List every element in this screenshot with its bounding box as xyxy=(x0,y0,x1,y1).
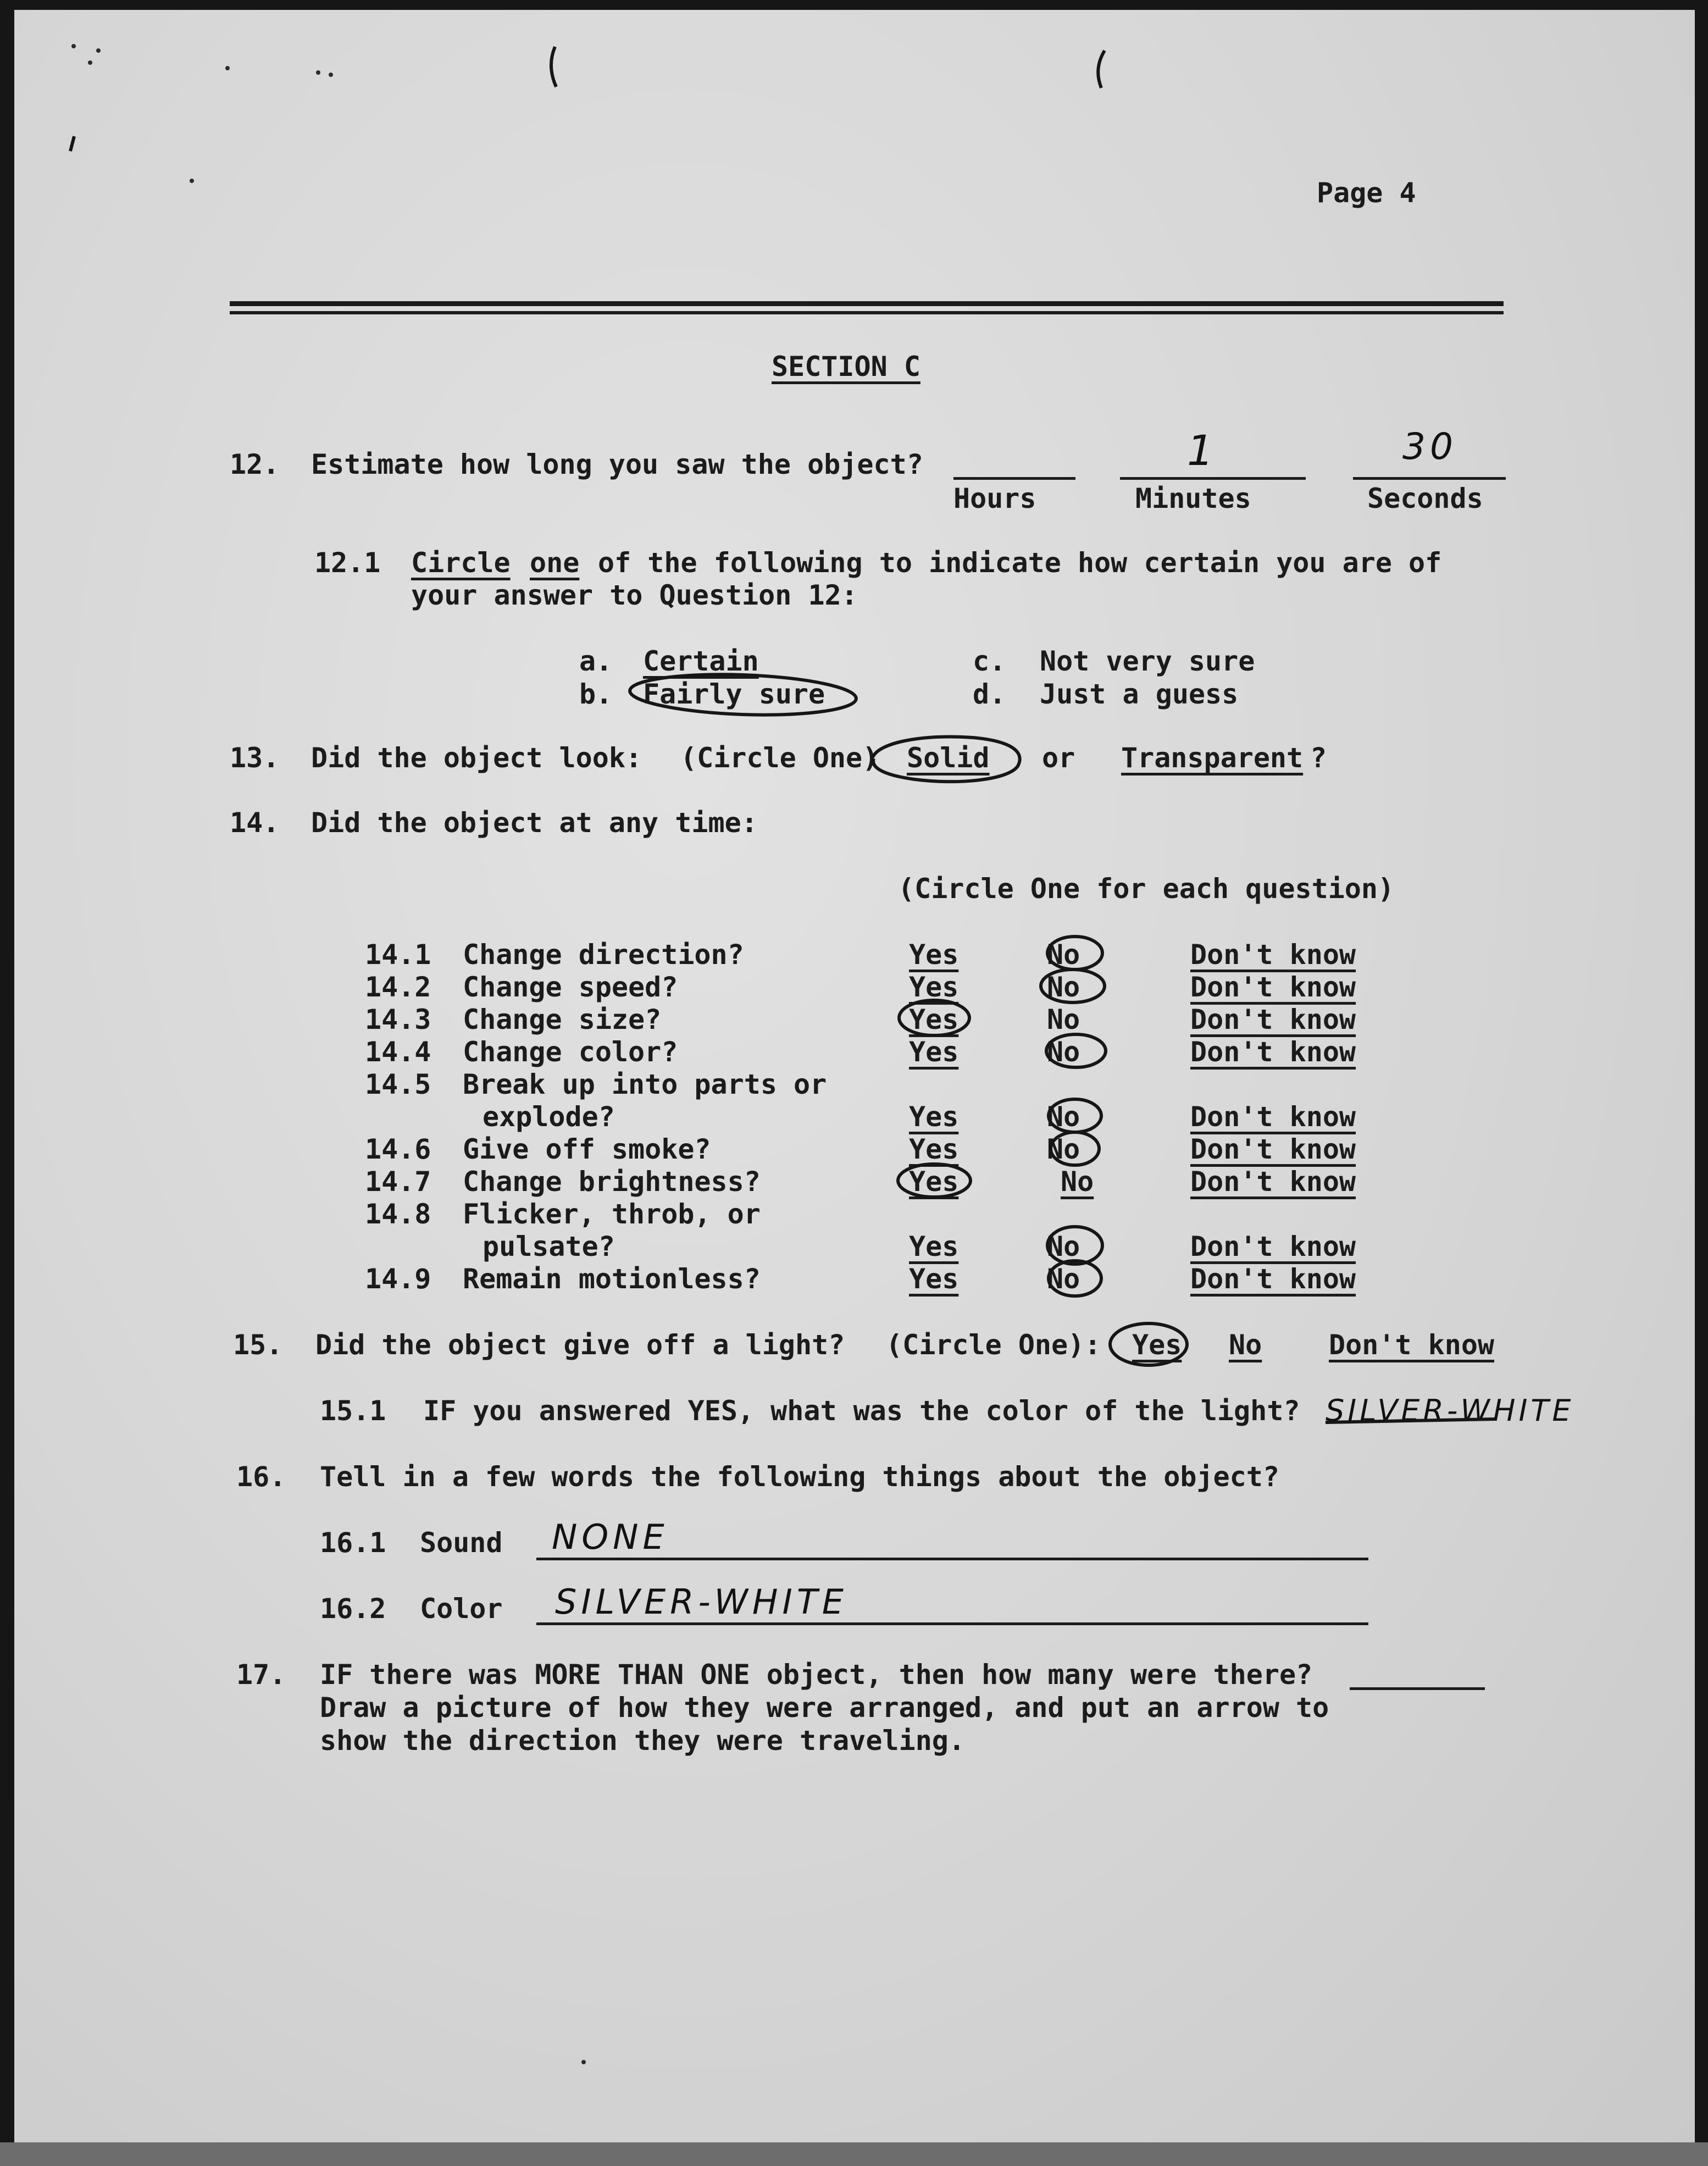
q16-2-number: 16.2 xyxy=(320,1593,386,1625)
q15-text: Did the object give off a light? xyxy=(315,1329,845,1361)
q14-text: Did the object at any time: xyxy=(311,807,758,839)
q12-number: 12. xyxy=(230,448,280,480)
q14-4-dont-know[interactable]: Don't know xyxy=(1190,1036,1356,1068)
option-b-letter: b. xyxy=(579,678,613,710)
scan-speck xyxy=(96,48,101,53)
q14-7-number: 14.7 xyxy=(365,1166,431,1198)
page-number: Page 4 xyxy=(1317,177,1416,209)
option-d-just-a-guess[interactable]: Just a guess xyxy=(1040,678,1239,710)
header-rule-top xyxy=(230,301,1504,306)
q12-1-text-line2: your answer to Question 12: xyxy=(411,579,858,611)
q16-2-label: Color xyxy=(420,1593,503,1625)
q14-6-yes[interactable]: Yes xyxy=(909,1133,959,1165)
q14-2-no[interactable]: No xyxy=(1047,971,1080,1003)
scan-edge xyxy=(0,2142,1708,2166)
option-c-letter: c. xyxy=(973,645,1006,677)
q14-4-text: Change color? xyxy=(463,1036,678,1068)
q14-instruction: (Circle One for each question) xyxy=(898,873,1395,905)
q14-9-yes[interactable]: Yes xyxy=(909,1263,959,1295)
color-field-line[interactable] xyxy=(536,1622,1368,1625)
q15-yes[interactable]: Yes xyxy=(1132,1329,1182,1361)
q14-1-no[interactable]: No xyxy=(1047,939,1080,971)
option-c-not-very-sure[interactable]: Not very sure xyxy=(1040,645,1255,677)
q14-5-no[interactable]: No xyxy=(1047,1101,1080,1133)
q17-line2: Draw a picture of how they were arranged, and put an arrow to xyxy=(320,1692,1329,1724)
hours-label: Hours xyxy=(953,483,1036,514)
q14-3-yes[interactable]: Yes xyxy=(909,1004,959,1035)
q17-line1: IF there was MORE THAN ONE object, then how many were there? xyxy=(320,1659,1313,1691)
q13-option-transparent[interactable]: Transparent xyxy=(1121,742,1304,774)
q12-text: Estimate how long you saw the object? xyxy=(311,448,923,480)
q14-6-number: 14.6 xyxy=(365,1133,431,1165)
hours-field-line[interactable] xyxy=(953,477,1075,480)
q12-1-number: 12.1 xyxy=(314,547,381,579)
q15-no[interactable]: No xyxy=(1229,1329,1262,1361)
q14-1-dont-know[interactable]: Don't know xyxy=(1190,939,1356,971)
q14-8-text: Flicker, throb, or xyxy=(463,1198,761,1230)
q12-1-circle-word: Circle xyxy=(411,547,511,579)
q14-3-no[interactable]: No xyxy=(1047,1004,1080,1035)
q13-text: Did the object look: xyxy=(311,742,642,774)
seconds-field-line[interactable] xyxy=(1353,477,1506,480)
q14-7-no[interactable]: No xyxy=(1061,1166,1094,1198)
q15-instruction: (Circle One): xyxy=(886,1329,1101,1361)
option-a-letter: a. xyxy=(579,645,613,677)
q14-4-yes[interactable]: Yes xyxy=(909,1036,959,1068)
scanned-page xyxy=(14,10,1695,2142)
q14-8-no[interactable]: No xyxy=(1047,1231,1080,1262)
section-title: SECTION C xyxy=(772,351,920,383)
q13-instruction: (Circle One) xyxy=(680,742,879,774)
q14-7-yes[interactable]: Yes xyxy=(909,1166,959,1198)
scan-speck xyxy=(88,60,92,65)
q14-2-yes[interactable]: Yes xyxy=(909,971,959,1003)
q14-5-number: 14.5 xyxy=(365,1068,431,1100)
scan-speck xyxy=(329,73,333,77)
sound-value: NONE xyxy=(552,1517,669,1557)
q14-3-number: 14.3 xyxy=(365,1004,431,1035)
scan-speck xyxy=(71,44,76,48)
q14-6-dont-know[interactable]: Don't know xyxy=(1190,1133,1356,1165)
q14-1-text: Change direction? xyxy=(463,939,744,971)
q16-1-number: 16.1 xyxy=(320,1527,386,1559)
minutes-value: 1 xyxy=(1187,426,1218,475)
q15-1-text: IF you answered YES, what was the color of the light? xyxy=(423,1395,1300,1427)
minutes-field-line[interactable] xyxy=(1120,477,1306,480)
q14-9-dont-know[interactable]: Don't know xyxy=(1190,1263,1356,1295)
q14-4-no[interactable]: No xyxy=(1047,1036,1080,1068)
q13-option-solid[interactable]: Solid xyxy=(907,742,990,774)
option-a-certain[interactable]: Certain xyxy=(643,645,759,677)
q14-8-text-cont: pulsate? xyxy=(483,1231,615,1262)
q14-1-number: 14.1 xyxy=(365,939,431,971)
q16-1-label: Sound xyxy=(420,1527,503,1559)
q14-6-no[interactable]: No xyxy=(1047,1133,1080,1165)
q14-7-dont-know[interactable]: Don't know xyxy=(1190,1166,1356,1198)
q14-2-text: Change speed? xyxy=(463,971,678,1003)
q14-6-text: Give off smoke? xyxy=(463,1133,711,1165)
q14-8-yes[interactable]: Yes xyxy=(909,1231,959,1262)
color-value: SILVER-WHITE xyxy=(555,1582,848,1622)
q15-1-answer[interactable]: SILVER-WHITE xyxy=(1326,1393,1574,1428)
q14-9-text: Remain motionless? xyxy=(463,1263,761,1295)
q14-9-number: 14.9 xyxy=(365,1263,431,1295)
q14-4-number: 14.4 xyxy=(365,1036,431,1068)
q14-8-number: 14.8 xyxy=(365,1198,431,1230)
q15-dont-know[interactable]: Don't know xyxy=(1329,1329,1495,1361)
q17-line3: show the direction they were traveling. xyxy=(320,1725,965,1757)
q17-number: 17. xyxy=(236,1659,286,1691)
q14-number: 14. xyxy=(230,807,280,839)
q14-8-dont-know[interactable]: Don't know xyxy=(1190,1231,1356,1262)
object-count-field-line[interactable] xyxy=(1350,1687,1485,1690)
q14-7-text: Change brightness? xyxy=(463,1166,761,1198)
seconds-value: 30 xyxy=(1402,425,1457,468)
q12-1-one-word: one xyxy=(530,547,580,579)
q14-1-yes[interactable]: Yes xyxy=(909,939,959,971)
q13-question-mark: ? xyxy=(1310,742,1327,774)
q14-5-yes[interactable]: Yes xyxy=(909,1101,959,1133)
q14-2-dont-know[interactable]: Don't know xyxy=(1190,971,1356,1003)
option-d-letter: d. xyxy=(973,678,1006,710)
scan-speck xyxy=(581,2060,586,2064)
q15-number: 15. xyxy=(233,1329,283,1361)
scan-speck xyxy=(190,179,194,183)
q14-2-number: 14.2 xyxy=(365,971,431,1003)
q13-number: 13. xyxy=(230,742,280,774)
seconds-label: Seconds xyxy=(1367,483,1483,514)
q15-1-number: 15.1 xyxy=(320,1395,386,1427)
q14-5-text-cont: explode? xyxy=(483,1101,615,1133)
minutes-label: Minutes xyxy=(1135,483,1251,514)
q14-5-text: Break up into parts or xyxy=(463,1068,827,1100)
q13-or: or xyxy=(1042,742,1075,774)
sound-field-line[interactable] xyxy=(536,1558,1368,1560)
q14-5-dont-know[interactable]: Don't know xyxy=(1190,1101,1356,1133)
q12-1-text-line1: of the following to indicate how certain you are of xyxy=(598,547,1442,579)
option-b-fairly-sure[interactable]: Fairly sure xyxy=(643,678,825,710)
scan-speck xyxy=(316,70,320,75)
q14-9-no[interactable]: No xyxy=(1047,1263,1080,1295)
q16-number: 16. xyxy=(236,1461,286,1493)
q14-3-text: Change size? xyxy=(463,1004,662,1035)
q16-text: Tell in a few words the following things about the object? xyxy=(320,1461,1279,1493)
header-rule-bottom xyxy=(230,311,1504,314)
q14-3-dont-know[interactable]: Don't know xyxy=(1190,1004,1356,1035)
scan-speck xyxy=(225,66,230,70)
